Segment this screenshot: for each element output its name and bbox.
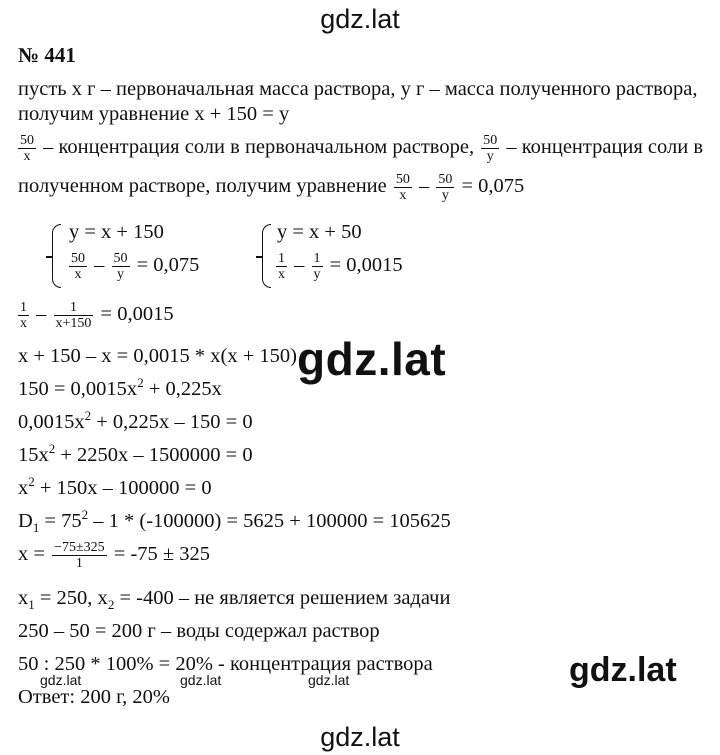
text-line-2: получим уравнение х + 150 = у <box>18 103 290 125</box>
equation-7: $D_1 = 75^2 - 1 * (-100000) = 5625 + 100000 = 105625$ <box>18 507 451 536</box>
fraction: $\frac{1}{x}$ <box>20 300 27 331</box>
equation-2: x + 150 – x = 0,0015 * x(x + 150) <box>18 345 297 367</box>
watermark-top: gdz.lat <box>320 4 400 34</box>
system1-line2: $\frac{50}{x}$ – $\frac{50}{y}$ = 0,075 <box>71 251 200 282</box>
watermark-small-2: gdz.lat <box>180 672 222 688</box>
fraction: $\frac{50}{y}$ <box>483 133 498 164</box>
fraction: $\frac{50}{y}$ <box>113 251 128 282</box>
fraction: $\frac{1}{x+150}$ <box>55 300 92 331</box>
fraction: $\frac{50}{x}$ <box>71 251 85 282</box>
fraction: $\frac{1}{x}$ <box>278 251 285 282</box>
answer: Ответ: 200 г, 20% <box>18 686 170 708</box>
equation-8: x = $\frac{-75\pm 325}{1}$ = -75 ± 325 <box>18 540 211 571</box>
watermark-right: gdz.lat <box>569 651 677 689</box>
text-line-4: полученном растворе, получим уравнение $\frac{50}{x}$ – $\frac{50}{y}$ = 0,075 <box>18 172 525 203</box>
equation-6: $x^2 + 150x - 100000 = 0$ <box>18 474 212 499</box>
equation-3: $150 = 0,0015x^2 + 0,225x$ <box>18 375 222 400</box>
system2-line1: y = x + 50 <box>277 221 362 243</box>
problem-number: № 441 <box>18 43 76 67</box>
system-brace-2 <box>262 224 271 288</box>
equation-10: 250 – 50 = 200 г – воды содержал раствор <box>18 620 380 642</box>
system2-line2: $\frac{1}{x}$ – $\frac{1}{y}$ = 0,0015 <box>278 251 403 282</box>
watermark-center: gdz.lat <box>297 333 447 385</box>
watermark-small-1: gdz.lat <box>40 672 82 688</box>
text-line-3: $\frac{50}{x}$ – концентрация соли в первоначальном растворе, $\frac{50}{y}$ – концентрация соли в <box>20 133 704 164</box>
equation-9: $x_1 = 250$, $x_2 = -400$ – не является решением задачи <box>18 587 451 613</box>
text-line-1: пусть х г – первоначальная масса раствора, у г – масса полученного раствора, <box>18 78 698 100</box>
equation-4: $0,0015x^2 + 0,225x - 150 = 0$ <box>18 408 253 433</box>
fraction: $\frac{-75\pm 325}{1}$ <box>54 540 105 571</box>
fraction: $\frac{50}{x}$ <box>20 133 34 164</box>
watermark-bottom: gdz.lat <box>320 722 400 752</box>
fraction: $\frac{50}{y}$ <box>438 172 453 203</box>
system-brace-1 <box>52 224 61 288</box>
system1-line1: y = x + 150 <box>69 221 164 243</box>
equation-11: 50 : 250 * 100% = 20% - концентрация раствора <box>18 653 433 675</box>
equation-5: $15x^2 + 2250x - 1500000 = 0$ <box>18 441 253 466</box>
equation-1: $\frac{1}{x}$ – $\frac{1}{x+150}$ = 0,0015 <box>20 300 174 331</box>
fraction: $\frac{1}{y}$ <box>313 251 321 282</box>
watermark-small-3: gdz.lat <box>308 672 350 688</box>
fraction: $\frac{50}{x}$ <box>395 172 410 203</box>
